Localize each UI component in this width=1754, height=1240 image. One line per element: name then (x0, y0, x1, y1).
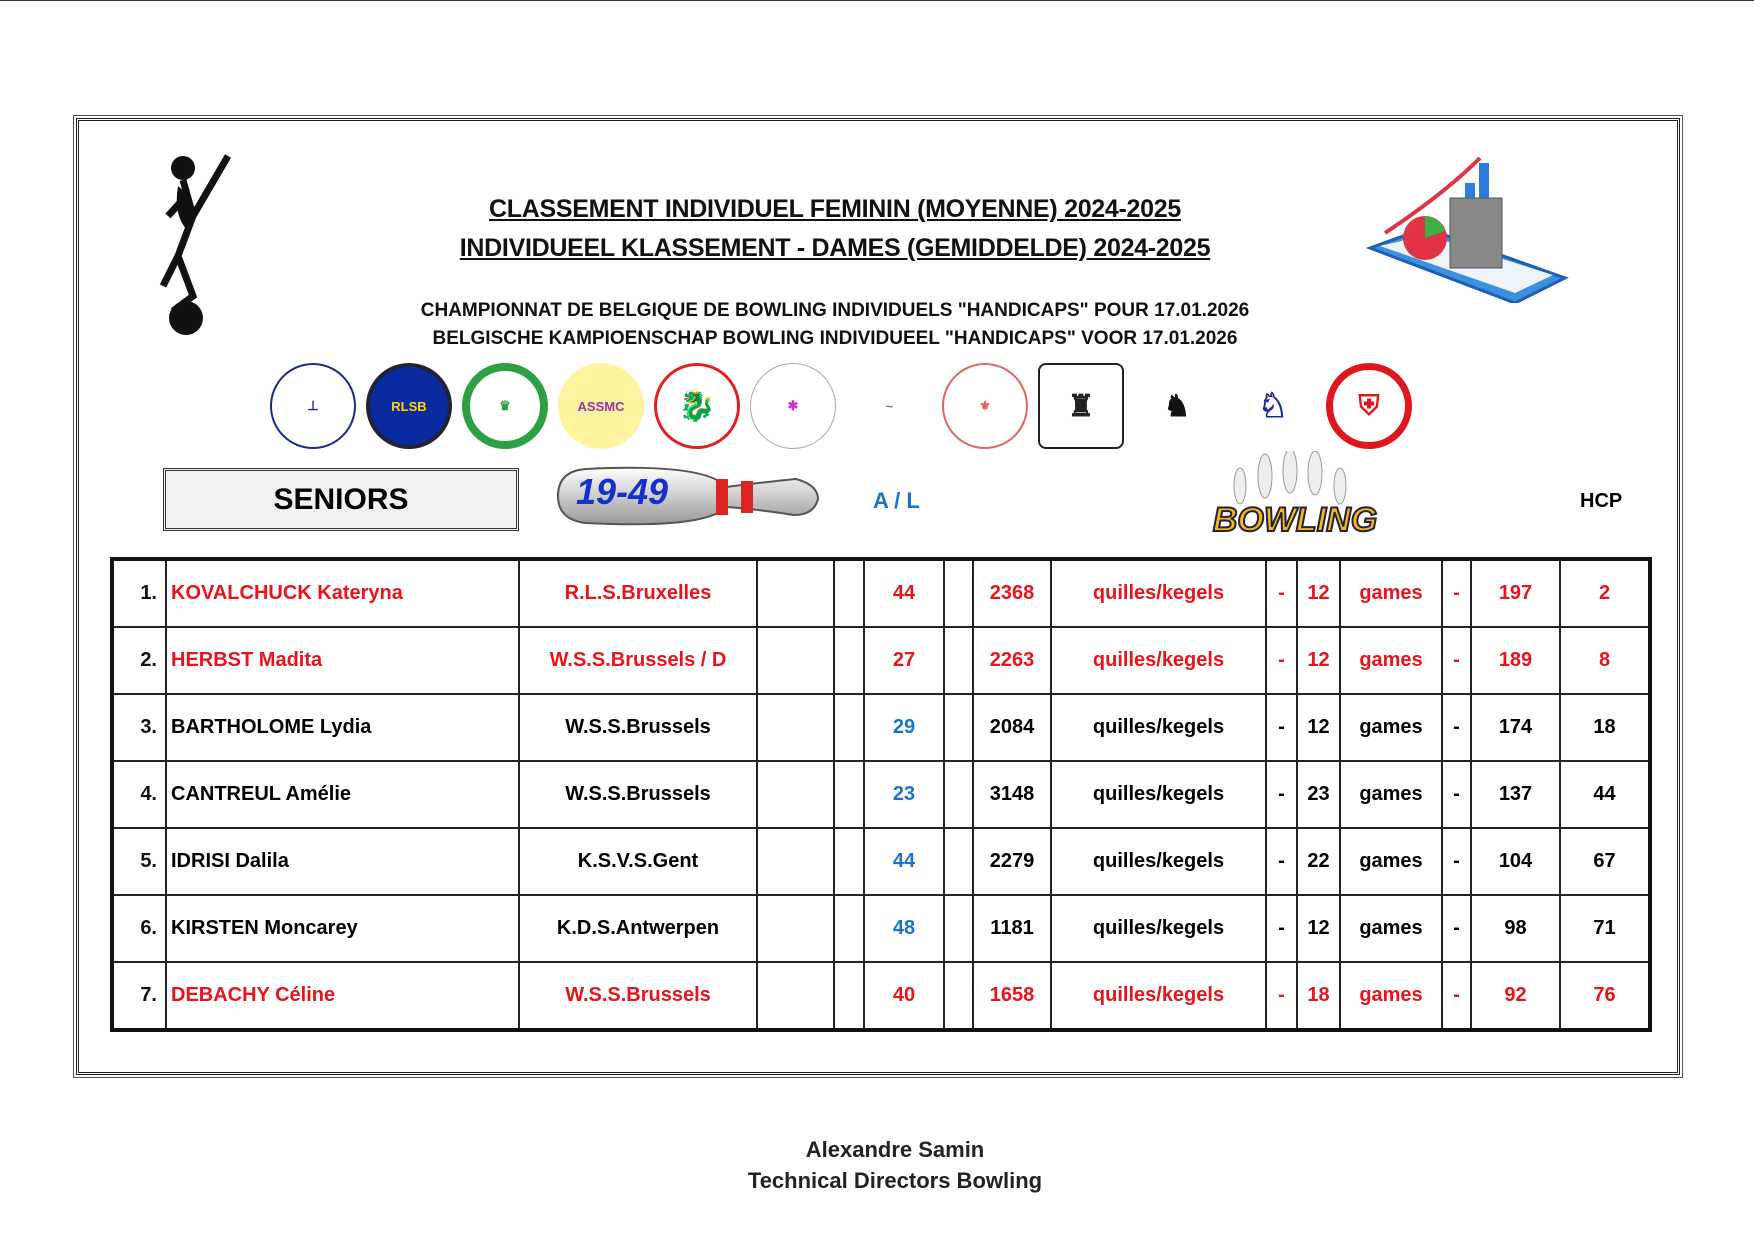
cell-d2: - (1442, 962, 1471, 1030)
cell-d2: - (1442, 828, 1471, 895)
table-row (112, 627, 1650, 694)
cell-avg: 98 (1471, 895, 1560, 962)
cell-empty (757, 828, 834, 895)
cell-pins: 2263 (973, 627, 1051, 694)
club-logo-assmc: ASSMC (558, 363, 644, 449)
cell-rank: 1. (112, 559, 166, 627)
cell-num: 48 (864, 895, 944, 962)
age-range: 19-49 (576, 471, 669, 512)
club-logo-lion: ♜ (1038, 363, 1124, 449)
cell-empty (944, 962, 973, 1030)
cell-club: K.D.S.Antwerpen (519, 895, 757, 962)
cell-d2: - (1442, 761, 1471, 828)
table-row (112, 962, 1650, 1030)
cell-d1: - (1266, 962, 1297, 1030)
cell-games: 18 (1297, 962, 1340, 1030)
cell-empty (834, 761, 864, 828)
cell-empty (834, 828, 864, 895)
cell-name: BARTHOLOME Lydia (166, 694, 519, 761)
cell-d2: - (1442, 559, 1471, 627)
cell-empty (944, 694, 973, 761)
cell-games: 12 (1297, 895, 1340, 962)
cell-empty (944, 761, 973, 828)
cell-d1: - (1266, 559, 1297, 627)
cell-d1: - (1266, 895, 1297, 962)
cell-games-label: games (1340, 559, 1442, 627)
cell-empty (944, 828, 973, 895)
cell-hcp: 71 (1560, 895, 1650, 962)
table-row (112, 694, 1650, 761)
cell-empty (834, 627, 864, 694)
cell-name: KIRSTEN Moncarey (166, 895, 519, 962)
club-logos (270, 363, 1412, 449)
cell-empty (944, 895, 973, 962)
cell-name: KOVALCHUCK Kateryna (166, 559, 519, 627)
hcp-header: HCP (1580, 490, 1623, 512)
cell-pins: 1658 (973, 962, 1051, 1030)
cell-club: W.S.S.Brussels (519, 761, 757, 828)
title-fr: CLASSEMENT INDIVIDUEL FEMININ (MOYENNE) 2024-2025 (489, 195, 1181, 223)
cell-hcp: 44 (1560, 761, 1650, 828)
club-logo-crest-red: ⚜ (942, 363, 1028, 449)
subtitle-fr: CHAMPIONNAT DE BELGIQUE DE BOWLING INDIVIDUELS "HANDICAPS" POUR 17.01.2026 (420, 300, 1250, 321)
cell-games-label: games (1340, 694, 1442, 761)
cell-rank: 3. (112, 694, 166, 761)
cell-club: R.L.S.Bruxelles (519, 559, 757, 627)
bowling-logo-text: BOWLING (1212, 501, 1378, 539)
cell-games-label: games (1340, 761, 1442, 828)
cell-num: 27 (864, 627, 944, 694)
cell-empty (757, 694, 834, 761)
cell-empty (757, 761, 834, 828)
cell-empty (757, 895, 834, 962)
cell-rank: 6. (112, 895, 166, 962)
cell-d1: - (1266, 627, 1297, 694)
cell-name: DEBACHY Céline (166, 962, 519, 1030)
cell-pins: 3148 (973, 761, 1051, 828)
cell-d1: - (1266, 761, 1297, 828)
cell-hcp: 18 (1560, 694, 1650, 761)
cell-num: 29 (864, 694, 944, 761)
club-logo-rusl: ⊥ (270, 363, 356, 449)
cell-empty (757, 962, 834, 1030)
cell-num: 44 (864, 828, 944, 895)
cell-games: 12 (1297, 627, 1340, 694)
cell-games: 12 (1297, 559, 1340, 627)
cell-hcp: 8 (1560, 627, 1650, 694)
category-label: SENIORS (163, 468, 519, 531)
cell-club: W.S.S.Brussels / D (519, 627, 757, 694)
subtitle-nl: BELGISCHE KAMPIOENSCHAP BOWLING INDIVIDUEEL "HANDICAPS" VOOR 17.01.2026 (432, 328, 1238, 349)
cell-avg: 197 (1471, 559, 1560, 627)
club-logo-csnamur: ✱ (750, 363, 836, 449)
cell-d1: - (1266, 828, 1297, 895)
cell-hcp: 2 (1560, 559, 1650, 627)
cell-unit: quilles/kegels (1051, 627, 1266, 694)
cell-pins: 2368 (973, 559, 1051, 627)
cell-pins: 1181 (973, 895, 1051, 962)
table-row (112, 559, 1650, 627)
signature-role: Technical Directors Bowling (747, 1168, 1043, 1193)
cell-avg: 104 (1471, 828, 1560, 895)
cell-empty (757, 627, 834, 694)
cell-games-label: games (1340, 962, 1442, 1030)
cell-name: HERBST Madita (166, 627, 519, 694)
club-logo-haene: ⛨ (1326, 363, 1412, 449)
cell-d2: - (1442, 694, 1471, 761)
cell-name: IDRISI Dalila (166, 828, 519, 895)
club-logo-rlsb: RLSB (366, 363, 452, 449)
club-logo-green: ♛ (462, 363, 548, 449)
chart-calculator-icon (1365, 153, 1570, 303)
al-label: A / L (873, 488, 920, 513)
club-logo-deer: ♘ (1257, 387, 1289, 425)
title-nl: INDIVIDUEEL KLASSEMENT - DAMES (GEMIDDELDE) 2024-2025 (459, 234, 1211, 262)
cell-empty (834, 895, 864, 962)
cell-empty (834, 694, 864, 761)
cell-club: W.S.S.Brussels (519, 694, 757, 761)
cell-unit: quilles/kegels (1051, 895, 1266, 962)
cell-avg: 137 (1471, 761, 1560, 828)
cell-hcp: 76 (1560, 962, 1650, 1030)
cell-games-label: games (1340, 627, 1442, 694)
cell-d2: - (1442, 895, 1471, 962)
cell-avg: 92 (1471, 962, 1560, 1030)
cell-unit: quilles/kegels (1051, 761, 1266, 828)
ranking-table (110, 557, 1652, 1032)
club-logo-figures: ♞ (1163, 389, 1191, 423)
cell-unit: quilles/kegels (1051, 962, 1266, 1030)
cell-games: 12 (1297, 694, 1340, 761)
cell-games-label: games (1340, 828, 1442, 895)
cell-pins: 2084 (973, 694, 1051, 761)
bowling-logo-icon (1195, 451, 1395, 543)
table-row (112, 828, 1650, 895)
table-row (112, 761, 1650, 828)
cell-games: 23 (1297, 761, 1340, 828)
cell-num: 40 (864, 962, 944, 1030)
cell-club: W.S.S.Brussels (519, 962, 757, 1030)
cell-avg: 189 (1471, 627, 1560, 694)
cell-games: 22 (1297, 828, 1340, 895)
cell-hcp: 67 (1560, 828, 1650, 895)
cell-name: CANTREUL Amélie (166, 761, 519, 828)
club-logo-dragon: 🐉 (654, 363, 740, 449)
cell-empty (834, 559, 864, 627)
cell-num: 23 (864, 761, 944, 828)
cell-games-label: games (1340, 895, 1442, 962)
cell-unit: quilles/kegels (1051, 694, 1266, 761)
club-logo-script: ~ (885, 398, 893, 414)
cell-rank: 7. (112, 962, 166, 1030)
cell-rank: 5. (112, 828, 166, 895)
cell-empty (757, 559, 834, 627)
signature-name: Alexandre Samin (805, 1137, 985, 1162)
cell-rank: 4. (112, 761, 166, 828)
table-row (112, 895, 1650, 962)
cell-unit: quilles/kegels (1051, 828, 1266, 895)
cell-empty (834, 962, 864, 1030)
cell-unit: quilles/kegels (1051, 559, 1266, 627)
cell-avg: 174 (1471, 694, 1560, 761)
cell-d2: - (1442, 627, 1471, 694)
cell-d1: - (1266, 694, 1297, 761)
cell-empty (944, 559, 973, 627)
cell-empty (944, 627, 973, 694)
cell-num: 44 (864, 559, 944, 627)
cell-rank: 2. (112, 627, 166, 694)
cell-pins: 2279 (973, 828, 1051, 895)
cell-club: K.S.V.S.Gent (519, 828, 757, 895)
